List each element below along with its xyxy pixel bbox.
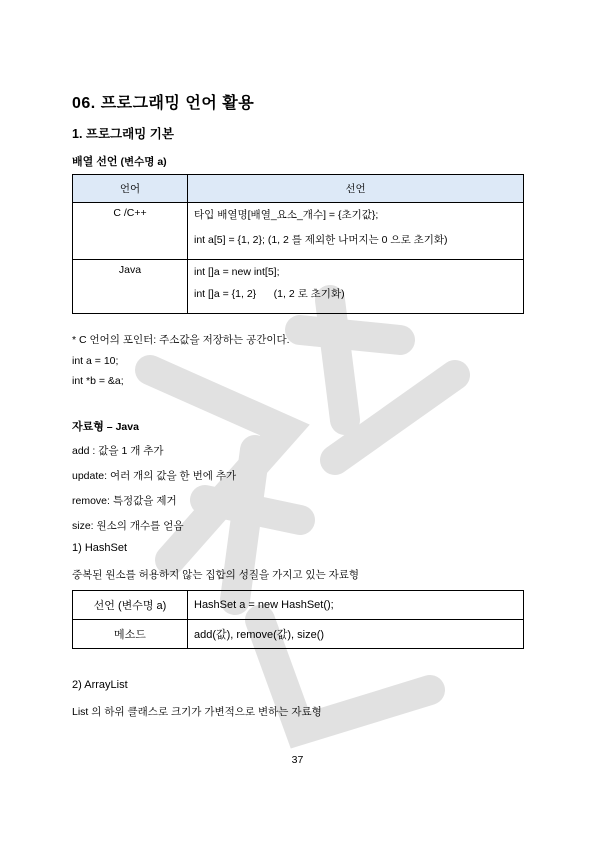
cell-language: Java [73,260,188,314]
page-title: 06. 프로그래밍 언어 활용 [72,95,255,112]
section-heading: 1. 프로그래밍 기본 [72,127,174,141]
page-number: 37 [291,754,304,766]
array-heading-rest: (변수명 a) [117,156,167,168]
table-row [73,260,524,314]
datatype-heading [72,418,139,434]
datatype-heading-bold: 자료형 [72,421,104,433]
cell-key: 메소드 [73,620,188,649]
cell-declaration [188,260,524,314]
code-line: int *b = &a; [72,375,124,387]
code-line: 타입 배열명[배열_요소_개수] = {초기값}; [194,209,379,221]
method-item-update: update: 여러 개의 값을 한 번에 추가 [72,470,237,482]
method-item-add: add : 값을 1 개 추가 [72,445,164,457]
hashset-description: 중복된 원소를 허용하지 않는 집합의 성질을 가지고 있는 자료형 [72,569,360,581]
arraylist-description: List 의 하위 클래스로 크기가 가변적으로 변하는 자료형 [72,706,322,718]
method-item-remove: remove: 특정값을 제거 [72,495,177,507]
arraylist-title: 2) ArrayList [72,679,128,691]
column-header-declaration: 선언 [188,175,524,203]
datatype-heading-rest: – Java [103,421,139,433]
cell-key: 선언 (변수명 a) [73,591,188,620]
cell-value: HashSet a = new HashSet(); [188,591,524,620]
column-header-language: 언어 [73,175,188,203]
code-line: int a[5] = {1, 2}; (1, 2 를 제외한 나머지는 0 으로 초기화) [194,234,448,246]
table-row [73,620,524,649]
array-declaration-table [72,174,524,314]
pointer-note: * C 언어의 포인터: 주소값을 저장하는 공간이다. [72,334,290,346]
method-item-size: size: 원소의 개수를 얻음 [72,520,184,532]
array-heading [72,153,167,169]
cell-value: add(값), remove(값), size() [188,620,524,649]
code-line: int []a = new int[5]; [194,266,280,278]
cell-declaration [188,203,524,260]
hashset-title: 1) HashSet [72,542,128,554]
cell-language: C /C++ [73,203,188,260]
hashset-table [72,590,524,649]
table-header-row [73,175,524,203]
array-heading-bold: 배열 선언 [72,156,118,168]
table-row [73,591,524,620]
code-line: int []a = {1, 2} (1, 2 로 초기화) [194,288,345,300]
code-line: int a = 10; [72,355,119,367]
table-row [73,203,524,260]
